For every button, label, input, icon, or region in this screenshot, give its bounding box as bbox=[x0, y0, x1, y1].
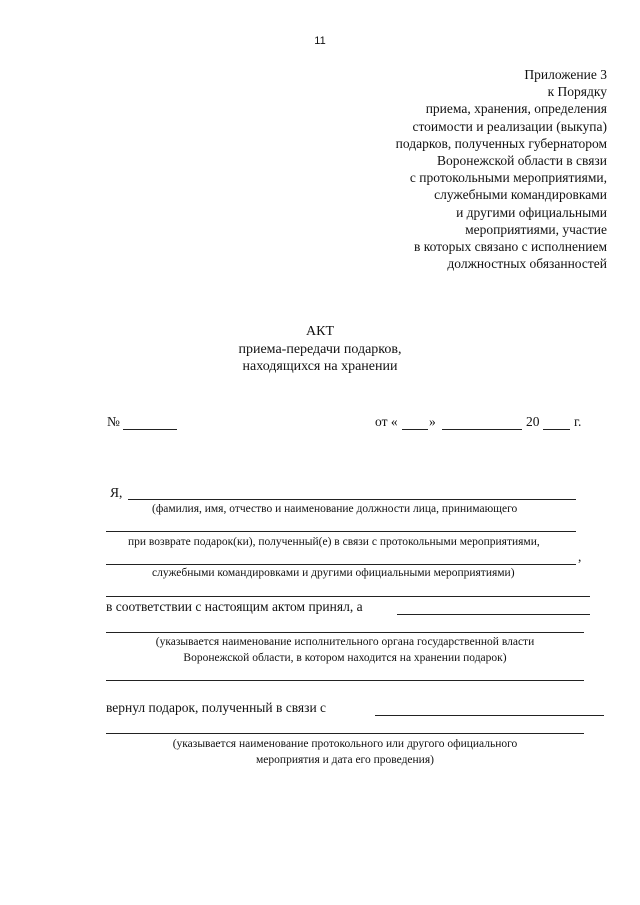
act-heading bbox=[0, 323, 640, 376]
appendix-line: к Порядку bbox=[547, 84, 607, 100]
event-field-2[interactable] bbox=[106, 733, 584, 734]
organization-field-2[interactable] bbox=[106, 680, 584, 681]
appendix-line: и другими официальными bbox=[456, 204, 607, 220]
appendix-line: подарков, полученных губернатором bbox=[395, 135, 607, 151]
appendix-line: служебными командировками bbox=[434, 187, 607, 203]
hint-return: при возврате подарок(ки), полученный(е) в связи с протокольными мероприятиями, bbox=[128, 536, 540, 548]
hint-trips: служебными командировками и другими официальными мероприятиями) bbox=[152, 567, 515, 579]
page-number: 11 bbox=[314, 35, 326, 47]
hint-fio: (фамилия, имя, отчество и наименование должности лица, принимающего bbox=[152, 503, 518, 515]
appendix-line: приема, хранения, определения bbox=[425, 101, 607, 117]
act-subtitle: находящихся на хранении bbox=[242, 359, 398, 374]
hint-organization bbox=[106, 634, 584, 666]
act-title: АКТ bbox=[306, 324, 334, 339]
year-field[interactable] bbox=[543, 429, 570, 430]
appendix-line: с протокольными мероприятиями, bbox=[409, 170, 607, 186]
returned-text: вернул подарок, полученный в связи с bbox=[106, 700, 327, 715]
month-field[interactable] bbox=[442, 429, 522, 430]
appendix-line: в которых связано с исполнением bbox=[413, 239, 607, 255]
date-prefix: от « bbox=[375, 414, 398, 429]
hint-event-line: (указывается наименование протокольного или другого официального bbox=[172, 738, 518, 750]
event-field[interactable] bbox=[375, 715, 604, 716]
hint-event-line: мероприятия и дата его проведения) bbox=[256, 754, 434, 766]
year-prefix: 20 bbox=[526, 414, 540, 429]
hint-org-line: Воронежской области, в котором находится на хранении подарок) bbox=[183, 652, 507, 664]
organization-field[interactable] bbox=[106, 632, 584, 633]
receiver-name-field-2[interactable] bbox=[106, 531, 576, 532]
number-field[interactable] bbox=[123, 429, 177, 430]
year-suffix: г. bbox=[574, 414, 582, 429]
i-label: Я, bbox=[110, 485, 123, 500]
hint-event bbox=[106, 736, 584, 768]
appendix-line: мероприятиями, участие bbox=[465, 221, 607, 237]
receiver-name-field[interactable] bbox=[128, 499, 576, 500]
appendix-line: должностных обязанностей bbox=[447, 256, 607, 272]
accordance-text: в соответствии с настоящим актом принял, а bbox=[106, 599, 363, 614]
gift-description-field[interactable] bbox=[106, 564, 576, 565]
returner-field[interactable] bbox=[397, 614, 590, 615]
appendix-line: Приложение 3 bbox=[524, 67, 607, 82]
day-field[interactable] bbox=[402, 429, 428, 430]
number-label: № bbox=[107, 414, 120, 429]
date-mid: » bbox=[429, 414, 436, 429]
gift-description-field-2[interactable] bbox=[106, 596, 590, 597]
comma: , bbox=[578, 549, 582, 564]
appendix-line: стоимости и реализации (выкупа) bbox=[412, 118, 607, 134]
appendix-line: Воронежской области в связи bbox=[437, 153, 607, 169]
act-subtitle: приема-передачи подарков, bbox=[238, 341, 402, 357]
appendix-block bbox=[396, 66, 607, 272]
hint-org-line: (указывается наименование исполнительного органа государственной власти bbox=[155, 636, 535, 648]
